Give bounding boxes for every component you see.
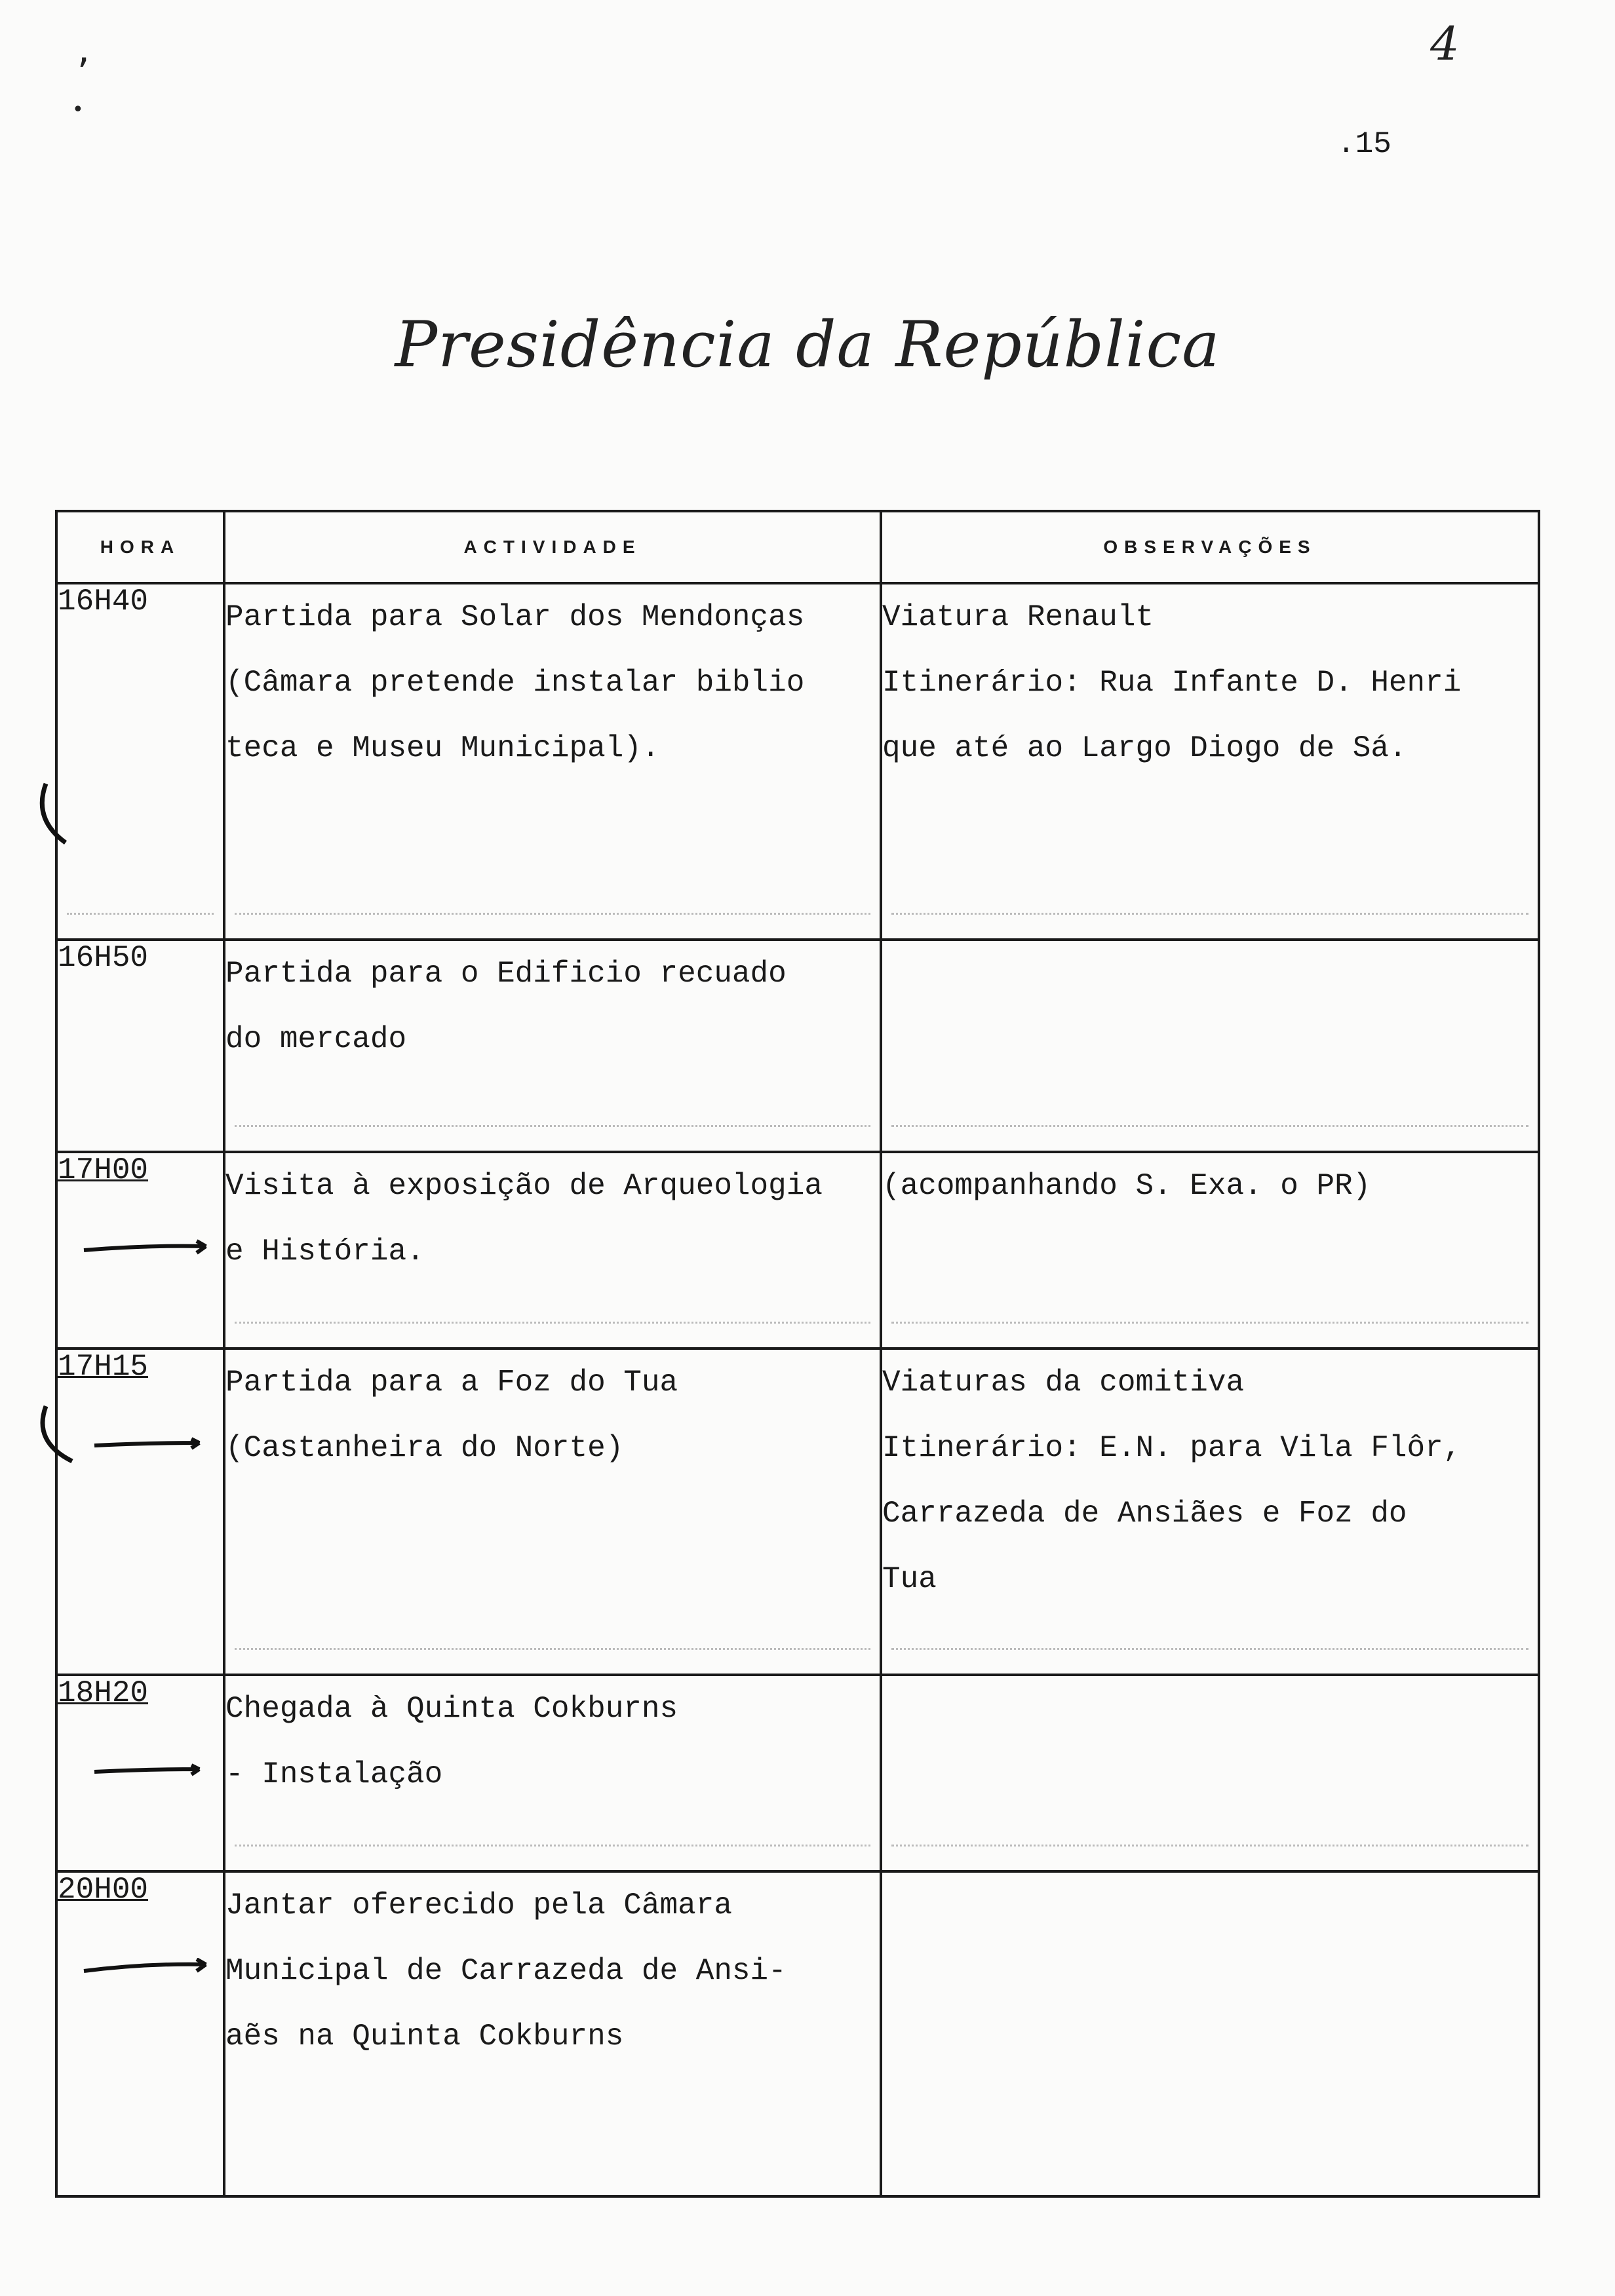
activity-line: (Câmara pretende instalar biblio <box>225 666 805 700</box>
handwritten-page-number: 4 <box>1430 17 1460 71</box>
observation-line: Itinerário: Rua Infante D. Henri <box>882 666 1462 700</box>
table-row <box>56 940 1539 1152</box>
time-cell <box>56 583 224 940</box>
table-row <box>56 1152 1539 1349</box>
activity-cell <box>224 1871 881 2196</box>
activity-line: Chegada à Quinta Cokburns <box>225 1692 678 1726</box>
table-row <box>56 1349 1539 1675</box>
activity-line: Municipal de Carrazeda de Ansi- <box>225 1954 787 1988</box>
time-cell <box>56 1152 224 1349</box>
margin-dot: • <box>72 98 84 121</box>
observations-cell <box>881 583 1539 940</box>
column-header-hora: HORA <box>56 511 224 583</box>
margin-bracket-icon <box>26 1402 79 1468</box>
activity-line: aẽs na Quinta Cokburns <box>225 2019 624 2054</box>
margin-bracket-icon <box>26 780 72 852</box>
letterhead-title: Presidência da República <box>395 308 1220 381</box>
activity-cell <box>224 583 881 940</box>
activity-line: e História. <box>225 1234 425 1269</box>
margin-mark: , <box>77 26 90 72</box>
activity-line: Partida para o Edificio recuado <box>225 957 787 991</box>
handwritten-arrow-icon <box>81 1238 212 1258</box>
activity-line: (Castanheira do Norte) <box>225 1431 624 1465</box>
activity-line: teca e Museu Municipal). <box>225 731 660 765</box>
time-value: 16H50 <box>58 941 149 975</box>
table-row <box>56 1871 1539 2196</box>
time-cell <box>56 1675 224 1871</box>
handwritten-arrow-icon <box>81 1761 212 1781</box>
time-value: 17H15 <box>58 1350 149 1384</box>
observations-cell <box>881 1349 1539 1675</box>
observation-line: Itinerário: E.N. para Vila Flôr, <box>882 1431 1462 1465</box>
observations-cell <box>881 1675 1539 1871</box>
activity-line: Jantar oferecido pela Câmara <box>225 1888 732 1923</box>
column-header-observacoes: OBSERVAÇÕES <box>881 511 1539 583</box>
observation-line: (acompanhando S. Exa. o PR) <box>882 1169 1371 1203</box>
time-value: 17H00 <box>58 1153 149 1187</box>
time-value: 18H20 <box>58 1676 149 1710</box>
activity-line: Partida para Solar dos Mendonças <box>225 600 805 634</box>
observation-line: Viaturas da comitiva <box>882 1366 1245 1400</box>
observation-line: Carrazeda de Ansiães e Foz do <box>882 1497 1407 1531</box>
column-header-actividade: ACTIVIDADE <box>224 511 881 583</box>
table-row <box>56 1675 1539 1871</box>
activity-line: Visita à exposição de Arqueologia <box>225 1169 823 1203</box>
activity-cell <box>224 1152 881 1349</box>
activity-line: Partida para a Foz do Tua <box>225 1366 678 1400</box>
observations-cell <box>881 1152 1539 1349</box>
observation-line: que até ao Largo Diogo de Sá. <box>882 731 1407 765</box>
activity-line: do mercado <box>225 1022 407 1056</box>
handwritten-arrow-icon <box>81 1435 212 1455</box>
time-value: 16H40 <box>58 584 149 619</box>
page-reference: .15 <box>1337 127 1391 161</box>
activity-cell <box>224 940 881 1152</box>
time-cell <box>56 940 224 1152</box>
activity-cell <box>224 1349 881 1675</box>
observation-line: Tua <box>882 1562 937 1596</box>
schedule-table <box>55 510 1540 2198</box>
time-cell <box>56 1349 224 1675</box>
observations-cell <box>881 940 1539 1152</box>
activity-cell <box>224 1675 881 1871</box>
activity-line: - Instalação <box>225 1757 443 1791</box>
observations-cell <box>881 1871 1539 2196</box>
table-row <box>56 583 1539 940</box>
table-header-row <box>56 511 1539 583</box>
handwritten-arrow-icon <box>81 1958 212 1978</box>
time-value: 20H00 <box>58 1873 149 1907</box>
observation-line: Viatura Renault <box>882 600 1154 634</box>
time-cell <box>56 1871 224 2196</box>
